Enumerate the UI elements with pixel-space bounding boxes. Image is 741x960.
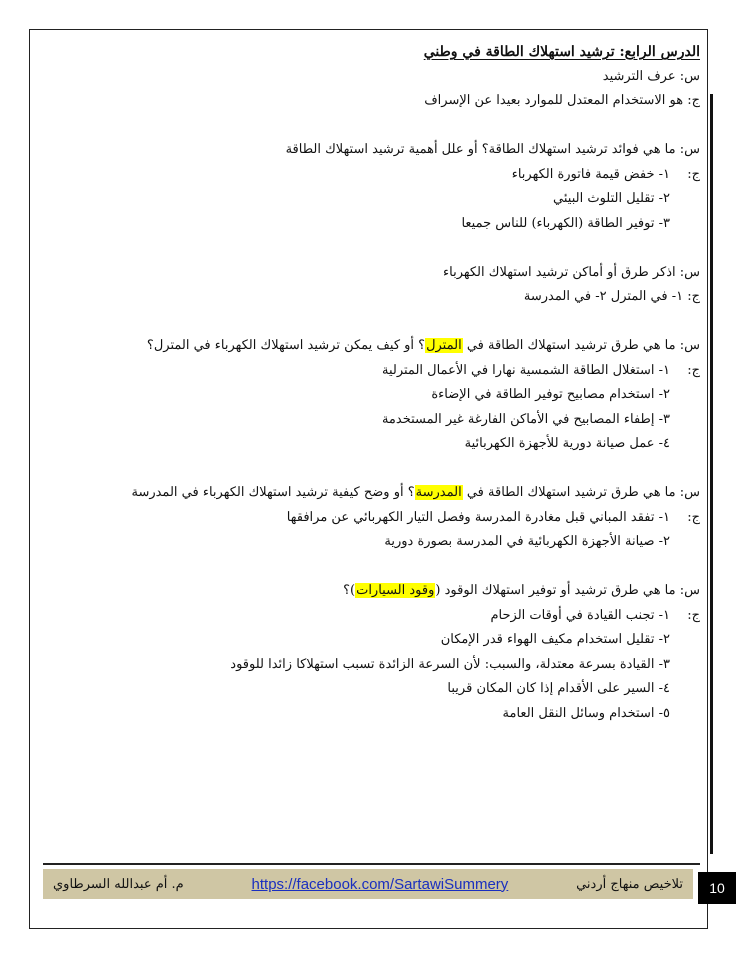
q2-answer-item: ج:١- خفض قيمة فاتورة الكهرباء [60, 163, 700, 188]
q1-question: س: عرف الترشيد [602, 68, 700, 84]
q1-answer: ج: هو الاستخدام المعتدل للموارد بعيدا عن الإسراف [424, 93, 700, 108]
q4-question: س: ما هي طرق ترشيد استهلاك الطاقة في المترل؟ أو كيف يمكن ترشيد استهلاك الكهرباء في المترل؟ [146, 338, 700, 353]
q3-question: س: اذكر طرق أو أماكن ترشيد استهلاك الكهرباء [443, 264, 700, 280]
footer-series-label: تلاخيص منهاج أردني [576, 876, 683, 892]
answer-label: ج: [687, 607, 700, 623]
lesson-content [60, 40, 700, 726]
answer-label: ج: [687, 362, 700, 378]
facebook-link[interactable]: https://facebook.com/SartawiSummery [251, 875, 509, 893]
highlight-car-fuel: وقود السيارات [356, 583, 435, 598]
answer-label: ج: [687, 509, 700, 525]
q6-answer-item: ج:١- تجنب القيادة في أوقات الزحام [60, 604, 700, 629]
highlight-school: المدرسة [415, 485, 462, 500]
page-footer [43, 869, 693, 899]
q5-answer-item: ٢- صيانة الأجهزة الكهربائية في المدرسة بصورة دورية [384, 534, 670, 549]
q4-answer-item: ٤- عمل صيانة دورية للأجهزة الكهربائية [464, 436, 670, 451]
footer-author: م. أم عبدالله السرطاوي [53, 876, 184, 892]
q4-answer-item: ٢- استخدام مصابيح توفير الطاقة في الإضاءة [431, 387, 670, 402]
q6-answer-item: ٤- السير على الأقدام إذا كان المكان قريبا [447, 681, 670, 696]
q3-answer: ج: ١- في المترل ٢- في المدرسة [523, 289, 700, 304]
highlight-home: المترل [426, 338, 462, 353]
q5-answer-item: ج:١- تفقد المباني قبل مغادرة المدرسة وفصل التيار الكهربائي عن مرافقها [60, 506, 700, 531]
q2-answer-item: ٢- تقليل التلوث البيئي [553, 191, 670, 206]
q2-question: س: ما هي فوائد ترشيد استهلاك الطاقة؟ أو علل أهمية ترشيد استهلاك الطاقة [285, 142, 700, 157]
q2-answer-item: ٣- توفير الطاقة (الكهرباء) للناس جميعا [461, 215, 670, 231]
q5-question: س: ما هي طرق ترشيد استهلاك الطاقة في المدرسة؟ أو وضح كيفية ترشيد استهلاك الكهرباء في المدرسة [131, 485, 700, 500]
q4-answer-item: ج:١- استغلال الطاقة الشمسية نهارا في الأعمال المترلية [60, 359, 700, 384]
q4-answer-item: ٣- إطفاء المصابيح في الأماكن الفارغة غير المستخدمة [381, 411, 670, 427]
q6-answer-item: ٢- تقليل استخدام مكيف الهواء قدر الإمكان [440, 632, 670, 647]
footer-divider [43, 863, 700, 865]
lesson-title: الدرس الرابع: ترشيد استهلاك الطاقة في وطني [423, 44, 700, 60]
page-number: 10 [698, 872, 736, 904]
answer-label: ج: [687, 166, 700, 182]
q6-question: س: ما هي طرق ترشيد أو توفير استهلاك الوقود (وقود السيارات)؟ [343, 583, 700, 598]
page-edge-bar [710, 94, 713, 854]
q6-answer-item: ٣- القيادة بسرعة معتدلة، والسبب: لأن السرعة الزائدة تسبب استهلاكا زائدا للوقود [230, 656, 670, 672]
q6-answer-item: ٥- استخدام وسائل النقل العامة [502, 705, 670, 721]
